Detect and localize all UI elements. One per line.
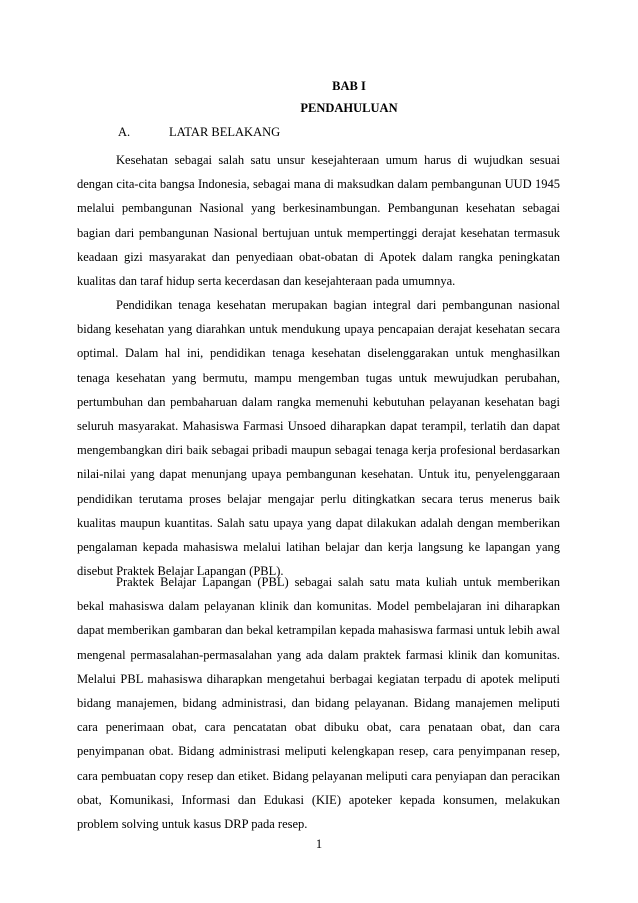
chapter-label: BAB I — [332, 79, 366, 93]
section-number: A. — [118, 125, 131, 139]
section-heading — [118, 124, 280, 140]
section-title: LATAR BELAKANG — [169, 125, 281, 139]
paragraph-pendidikan: Pendidikan tenaga kesehatan merupakan bagian integral dari pembangunan nasional bidang kesehatan yang diarahkan untuk mendukung upaya pencapaian derajat kesehatan secara optimal. Dalam hal ini, pendidikan tenaga kesehatan diselenggarakan untuk menghasilkan tenaga kesehatan yang bermutu, mampu mengemban tugas untuk mewujudkan perubahan, pertumbuhan dan pembaharuan dalam rangka memenuhi kebutuhan pelayanan kesehatan bagi seluruh masyarakat. Mahasiswa Farmasi Unsoed diharapkan dapat terampil, terlatih dan dapat mengembangkan diri baik sebagai pribadi maupun sebagai tenaga kerja profesional berdasarkan nilai-nilai yang dapat menunjang upaya pembangunan kesehatan. Untuk itu, penyelenggaraan pendidikan terutama proses belajar mengajar perlu ditingkatkan secara terus menerus baik kualitas maupun kuantitas. Salah satu upaya yang dapat dilakukan adalah dengan memberikan pengalaman kepada mahasiswa melalui latihan belajar dan kerja langsung ke lapangan yang disebut Praktek Belajar Lapangan (PBL). — [77, 298, 560, 579]
paragraph-kesehatan: Kesehatan sebagai salah satu unsur kesejahteraan umum harus di wujudkan sesuai dengan cita-cita bangsa Indonesia, sebagai mana di maksudkan dalam pembangunan UUD 1945 melalui pembangunan Nasional yang berkesinambungan. Pembangunan kesehatan sebagai bagian dari pembangunan Nasional bertujuan untuk mempertinggi derajat kesehatan termasuk keadaan gizi masyarakat dan penyediaan obat-obatan di Apotek dalam rangka peningkatan kualitas dan taraf hidup serta kecerdasan dan kesejahteraan pada umumnya. — [77, 153, 560, 289]
page-number: 1 — [315, 837, 323, 851]
paragraph-pbl: Praktek Belajar Lapangan (PBL) sebagai salah satu mata kuliah untuk memberikan bekal mahasiswa dalam pelayanan klinik dan komunitas. Model pembelajaran ini diharapkan dapat memberikan gambaran dan bekal ketrampilan kepada mahasiswa farmasi untuk lebih awal mengenal permasalahan-permasalahan yang ada dalam praktek farmasi klinik dan komunitas. Melalui PBL mahasiswa diharapkan mengetahui berbagai kegiatan terpadu di apotek meliputi bidang manajemen, bidang administrasi, dan bidang pelayanan. Bidang manajemen meliputi cara penerimaan obat, cara pencatatan obat dibuku obat, cara penataan obat, dan cara penyimpanan obat. Bidang administrasi meliputi kelengkapan resep, cara penyimpanan resep, cara pembuatan copy resep dan etiket. Bidang pelayanan meliputi cara penyiapan dan peracikan obat, Komunikasi, Informasi dan Edukasi (KIE) apoteker kepada konsumen, melakukan problem solving untuk kasus DRP pada resep. — [77, 575, 560, 832]
chapter-title: PENDAHULUAN — [300, 101, 398, 115]
